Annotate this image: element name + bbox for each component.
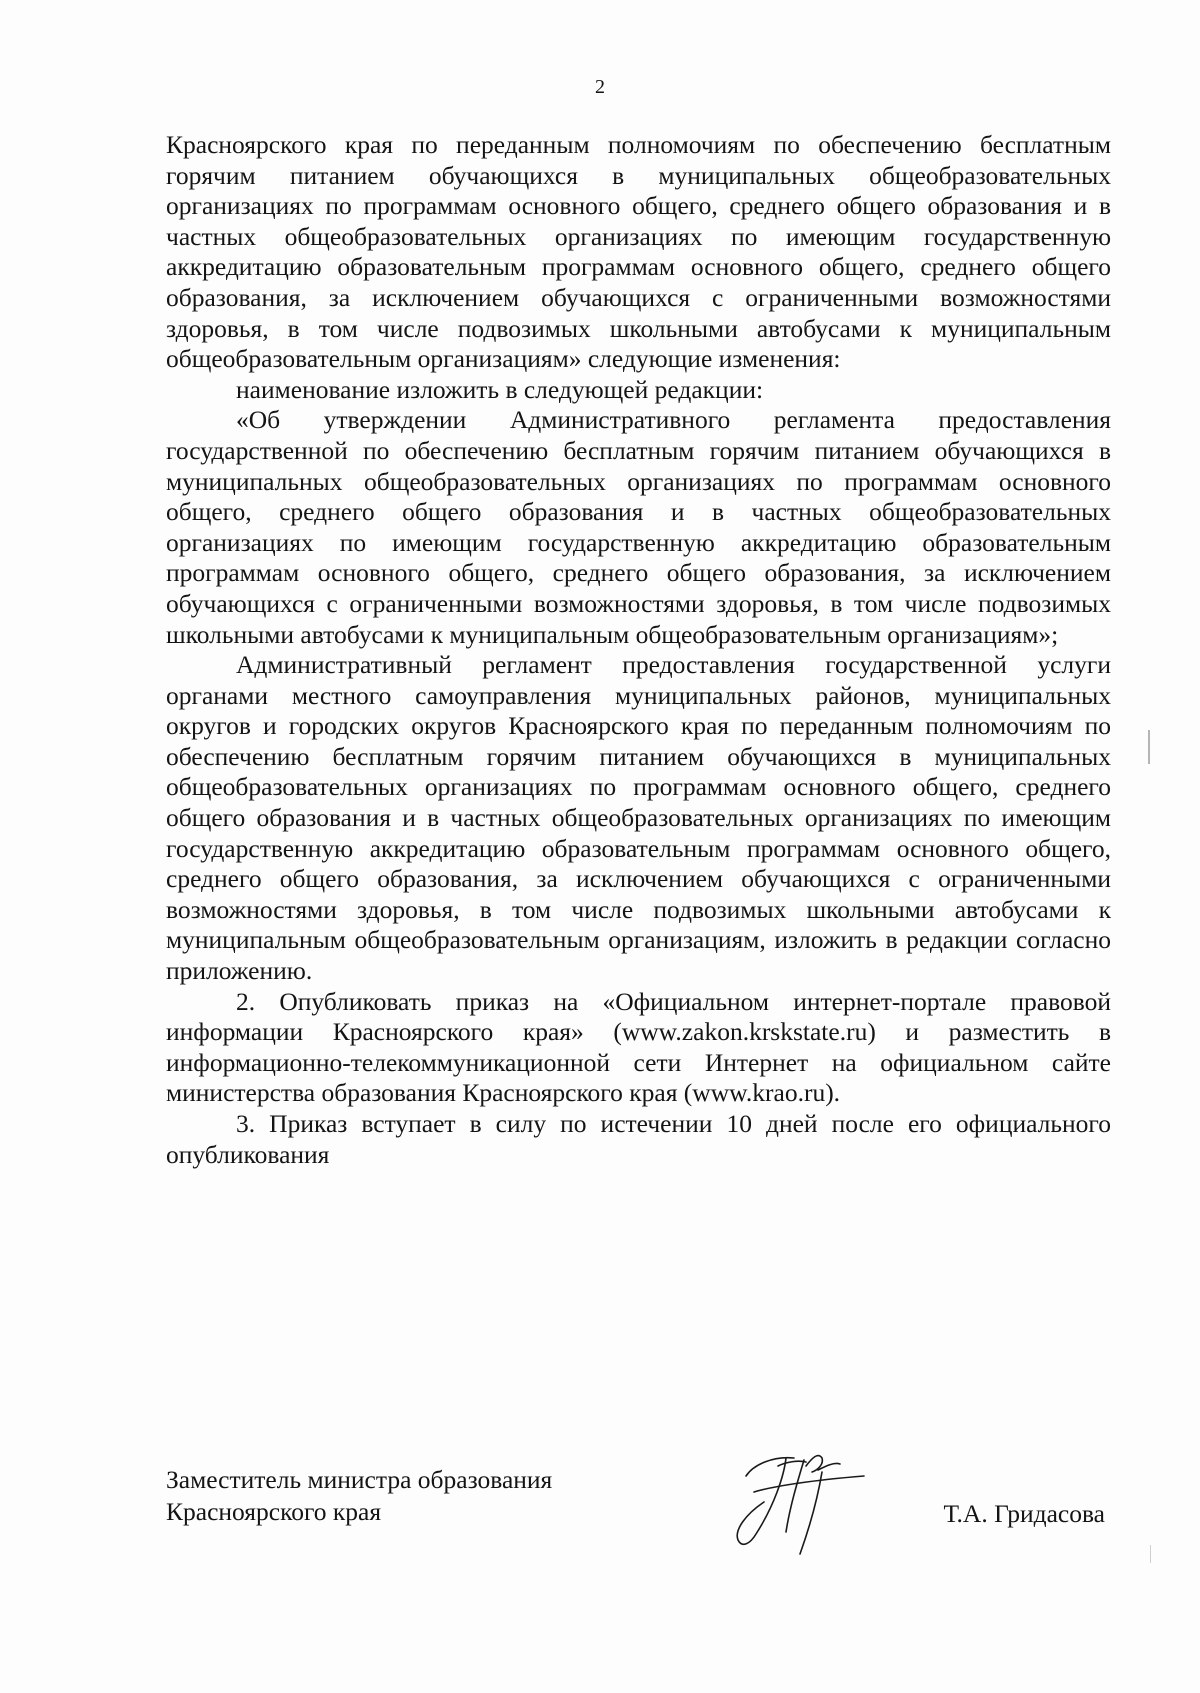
paragraph-title-change: наименование изложить в следующей редакции: — [236, 374, 764, 404]
paragraph-new-title: «Об утверждении Административного регламента предоставления государственной по обеспечению бесплатным горячим питанием обучающихся в муниципальных общеобразовательных организациях по программам основного общего, среднего общего образования и в частных общеобразовательных организациях по имеющим государственную аккредитацию образовательным программам основного общего, среднего общего образования, за исключением обучающихся с ограниченными возможностями здоровья, в том числе подвозимых школьными автобусами к муниципальным общеобразовательным организациям»; — [166, 405, 1111, 649]
signatory-title-line-1: Заместитель министра образования — [166, 1465, 553, 1494]
signatory-title — [166, 1464, 686, 1528]
paragraph-item-3: 3. Приказ вступает в силу по истечении 10 дней после его официального опубликования — [166, 1109, 1111, 1169]
signatory-name: Т.А. Гридасова — [943, 1499, 1105, 1528]
scan-artifact-mark — [1148, 730, 1150, 764]
document-body — [166, 130, 1111, 1170]
handwritten-signature — [694, 1436, 874, 1566]
paragraph-continuation: Красноярского края по переданным полномочиям по обеспечению бесплатным горячим питанием обучающихся в муниципальных общеобразовательных организациях по программам основного общего, среднего общего образования и в частных общеобразовательных организациях по имеющим государственную аккредитацию образовательным программам основного общего, среднего общего образования, за исключением обучающихся с ограниченными возможностями здоровья, в том числе подвозимых школьными автобусами к муниципальным общеобразовательным организациям» следующие изменения: — [166, 130, 1111, 374]
signature-block — [166, 1464, 1111, 1574]
paragraph-item-2: 2. Опубликовать приказ на «Официальном интернет-портале правовой информации Красноярского края» (www.zakon.krskstate.ru) и разместить в информационно-телекоммуникационной сети Интернет на официальном сайте министерства образования Красноярского края (www.krao.ru). — [166, 986, 1111, 1108]
page-number: 2 — [595, 76, 605, 98]
signatory-title-line-2: Красноярского края — [166, 1497, 382, 1526]
paragraph-regulation: Административный регламент предоставления государственной услуги органами местного самоуправления муниципальных районов, муниципальных округов и городских округов Красноярского края по переданным полномочиям по обеспечению бесплатным горячим питанием обучающихся в муниципальных общеобразовательных организациях по программам основного общего, среднего общего образования и в частных общеобразовательных организациях по имеющим государственную аккредитацию образовательным программам основного общего, среднего общего образования, за исключением обучающихся с ограниченными возможностями здоровья, в том числе подвозимых школьными автобусами к муниципальным общеобразовательным организациям, изложить в редакции согласно приложению. — [166, 650, 1111, 986]
scan-artifact-mark — [1150, 1545, 1151, 1563]
